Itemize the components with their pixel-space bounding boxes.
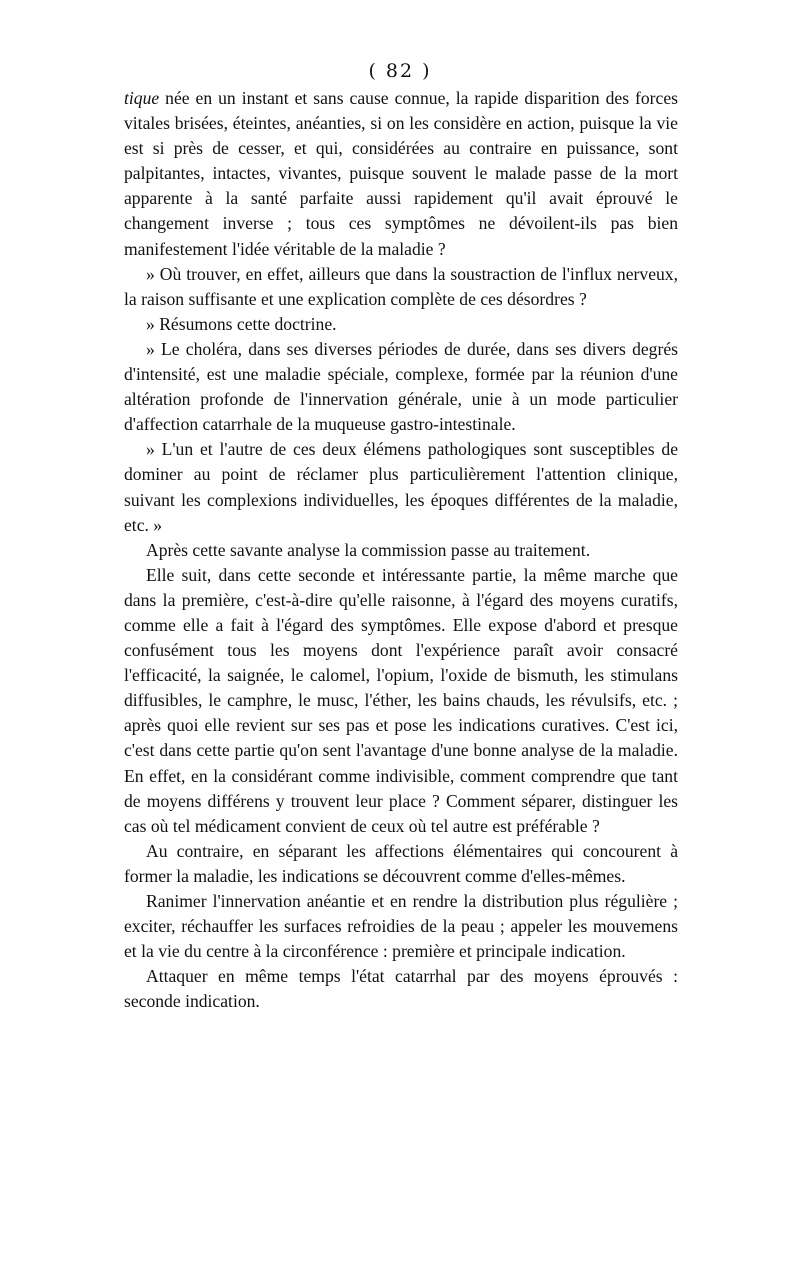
page-body bbox=[124, 86, 678, 1014]
paragraph-text: née en un instant et sans cause connue, la rapide disparition des forces vitales brisées, éteintes, anéanties, si on les considère en action, puisque la vie est si près de cesser, et qui, considérées au contraire en puissance, sont palpitantes, intactes, vivantes, puisque souvent le malade passe de la mort apparente à la santé parfaite aussi rapidement qu'il avait éprouvé le changement inverse ; tous ces symptômes ne dévoilent-ils pas bien manifestement l'idée véritable de la maladie ? bbox=[124, 88, 678, 259]
paragraph-quote-cholera: » Le choléra, dans ses diverses périodes de durée, dans ses divers degrés d'intensité, est une maladie spéciale, complexe, formée par la réunion d'une altération profonde de l'innervation générale, unie à un mode particulier d'affection catarrhale de la muqueuse gastro-intestinale. bbox=[124, 338, 678, 435]
page-number: ( 82 ) bbox=[368, 60, 432, 82]
italic-word: tique bbox=[124, 88, 160, 108]
paragraph-contraire: Au contraire, en séparant les affections élémentaires qui concourent à former la maladie, les indications se découvrent comme d'elles-mêmes. bbox=[124, 840, 678, 886]
paragraph-quote-elemens: » L'un et l'autre de ces deux élémens pathologiques sont susceptibles de dominer au point de réclamer plus particulièrement l'attention clinique, suivant les complexions individuelles, les époques différentes de la maladie, etc. » bbox=[124, 439, 678, 535]
paragraph-quote-resumons: » Résumons cette doctrine. bbox=[146, 313, 337, 334]
paragraph-premiere-indication: Ranimer l'innervation anéantie et en rendre la distribution plus régulière ; exciter, réchauffer les surfaces refroidies de la peau ; appeler les mouvemens et la vie du centre à la circonférence : première et principale indication. bbox=[124, 891, 678, 962]
paragraph-continuation bbox=[124, 86, 678, 262]
paragraph-quote-influx: » Où trouver, en effet, ailleurs que dans la soustraction de l'influx nerveux, la raison suffisante et une explication complète de ces désordres ? bbox=[124, 263, 678, 309]
paragraph-seconde-indication: Attaquer en même temps l'état catarrhal par des moyens éprouvés : seconde indication. bbox=[124, 966, 678, 1012]
paragraph-moyens: Elle suit, dans cette seconde et intéressante partie, la même marche que dans la première, c'est-à-dire qu'elle raisonne, à l'égard des moyens curatifs, comme elle a fait à l'égard des symptômes. Elle expose d'abord et presque confusément tous les moyens dont l'expérience paraît avoir consacré l'efficacité, la saignée, le calomel, l'opium, l'oxide de bismuth, les stimulans diffusibles, le camphre, le musc, l'éther, les bains chauds, les révulsifs, etc. ; après quoi elle revient sur ses pas et pose les indications curatives. C'est ici, c'est dans cette partie qu'on sent l'avantage d'une bonne analyse de la maladie. En effet, en la considérant comme indivisible, comment comprendre que tant de moyens différens y trouvent leur place ? Comment séparer, distinguer les cas où tel médicament convient de ceux où tel autre est préférable ? bbox=[124, 564, 678, 836]
paragraph-traitement: Après cette savante analyse la commission passe au traitement. bbox=[146, 539, 591, 560]
